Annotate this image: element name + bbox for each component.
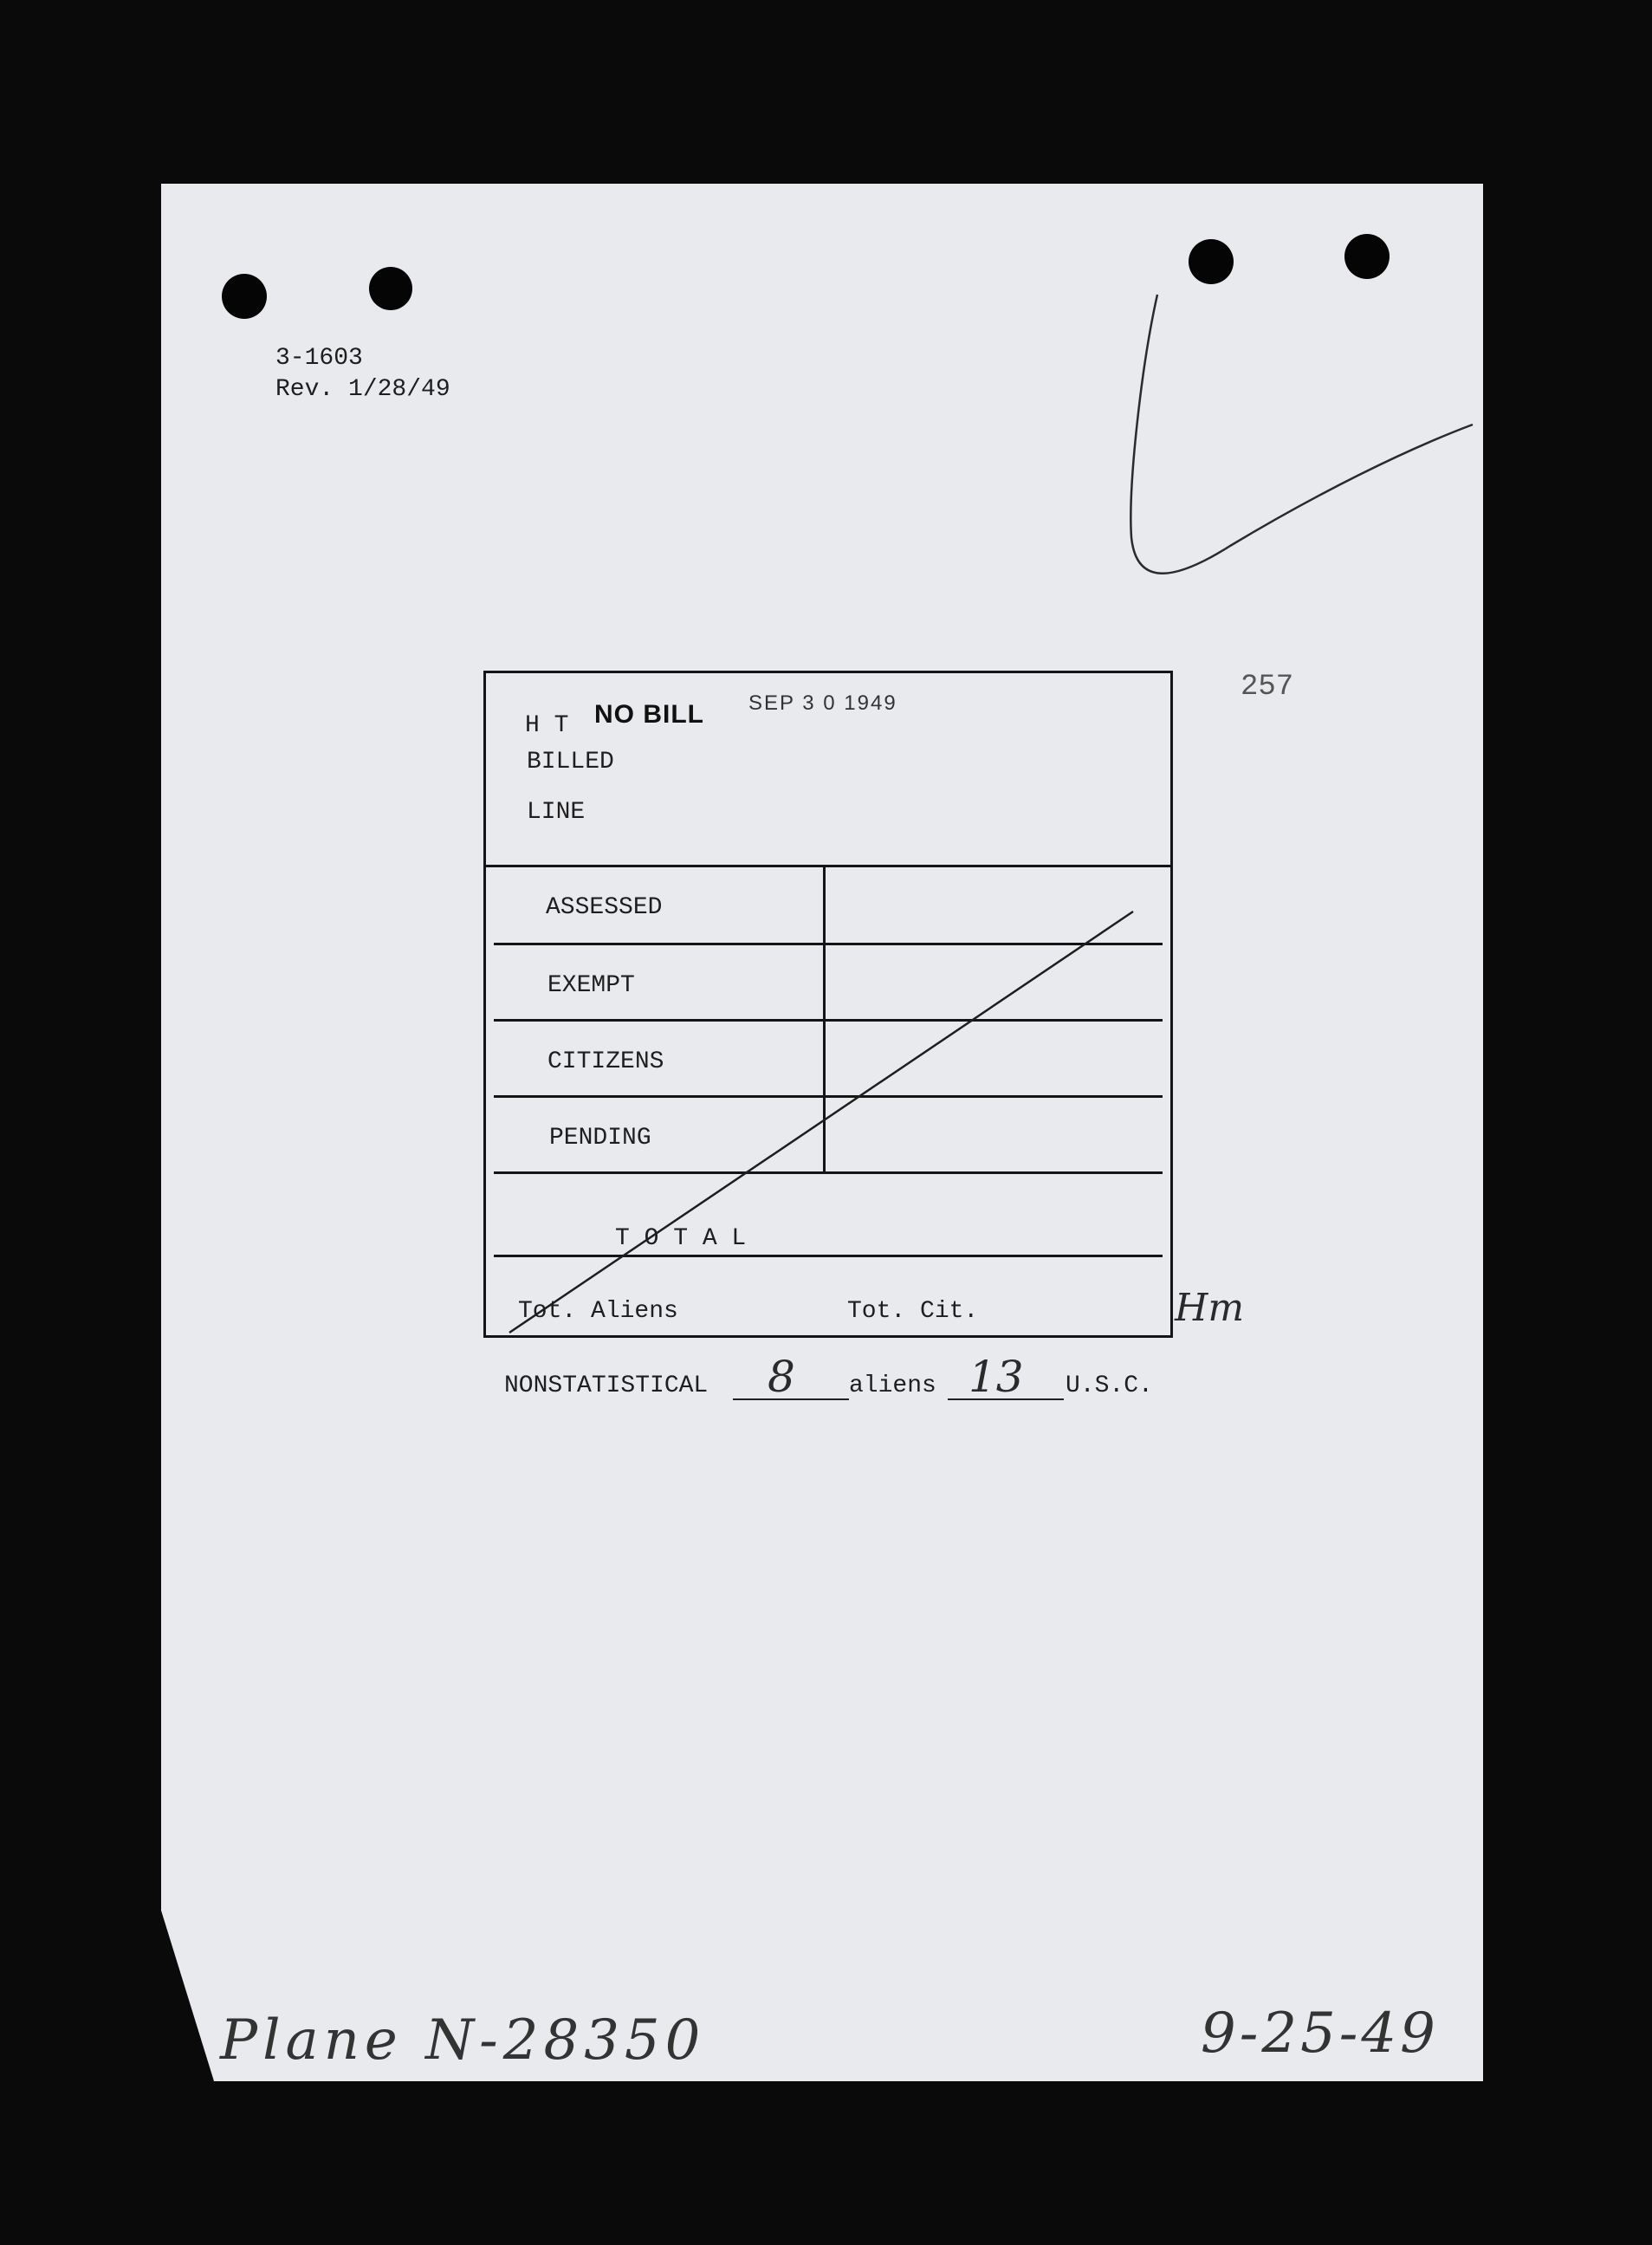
handwritten-initials: Hm: [1175, 1286, 1245, 1330]
header-line: LINE: [527, 799, 586, 826]
total-aliens-label: Tot. Aliens: [518, 1298, 678, 1325]
handwritten-vessel: Plane N-28350: [220, 2008, 706, 2073]
row-label-exempt: EXEMPT: [547, 972, 635, 999]
row-label-assessed: ASSESSED: [546, 894, 663, 921]
usc-label: U.S.C.: [1066, 1372, 1153, 1399]
usc-count: 13: [969, 1352, 1024, 1402]
form-revision: Rev. 1/28/49: [275, 376, 450, 403]
header-ht: H T: [525, 712, 569, 739]
row-label-citizens: CITIZENS: [547, 1048, 664, 1075]
form-number: 3-1603: [275, 345, 363, 372]
total-label: T O T A L: [615, 1225, 747, 1252]
header-billed: BILLED: [527, 749, 614, 775]
page-number: 257: [1241, 671, 1294, 704]
no-bill-stamp: NO BILL: [594, 700, 704, 729]
corner-curve-stroke: [1130, 295, 1473, 574]
aliens-label: aliens: [849, 1372, 936, 1399]
nonstatistical-label: NONSTATISTICAL: [504, 1372, 709, 1399]
diagonal-cancel-line: [509, 912, 1133, 1333]
aliens-count: 8: [768, 1352, 795, 1402]
row-label-pending: PENDING: [549, 1125, 651, 1152]
handwritten-date: 9-25-49: [1201, 2002, 1439, 2066]
stamp-date: SEP 3 0 1949: [748, 691, 897, 715]
total-citizens-label: Tot. Cit.: [847, 1298, 979, 1325]
